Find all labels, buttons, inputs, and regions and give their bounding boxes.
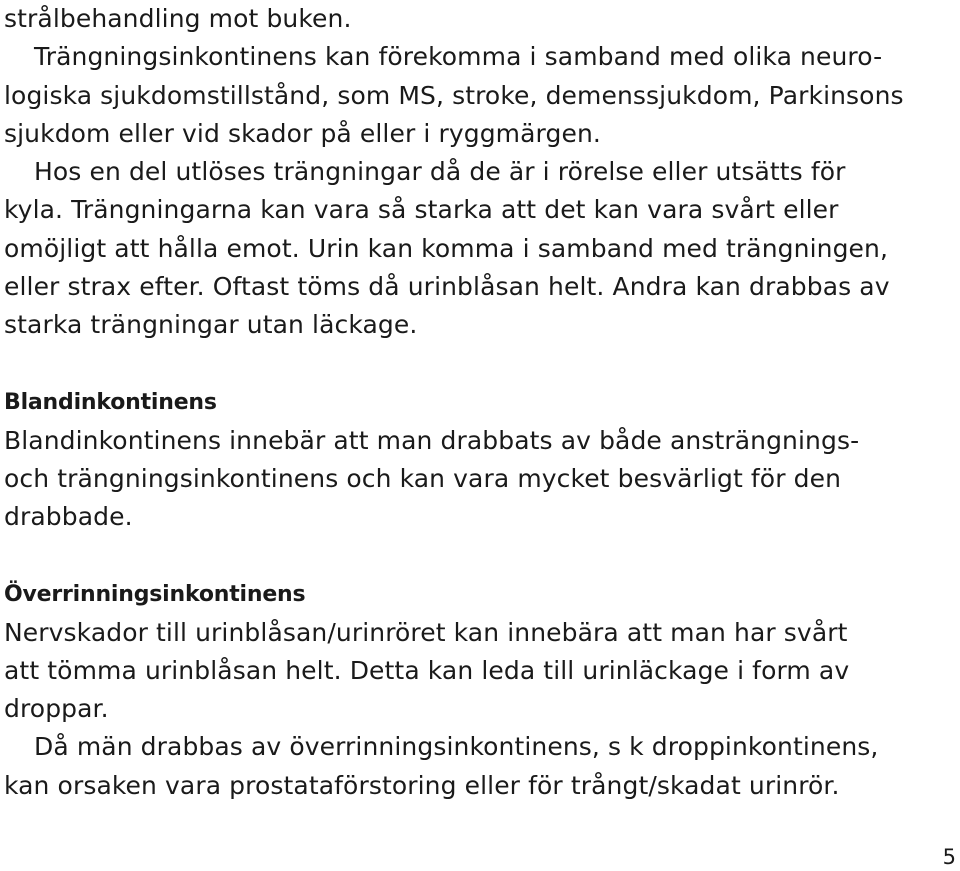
overflow-incontinence-section	[4, 576, 944, 805]
text-line: logiska sjukdomstillstånd, som MS, stroke, demenssjukdom, Parkinsons	[4, 80, 904, 110]
text-line: att tömma urinblåsan helt. Detta kan leda till urinläckage i form av	[4, 655, 850, 685]
mixed-incontinence-section	[4, 384, 944, 537]
text-line: Hos en del utlöses trängningar då de är i rörelse eller utsätts för	[34, 157, 846, 187]
section-gap	[4, 345, 944, 384]
page-number: 5	[942, 845, 956, 869]
text-line: omöjligt att hålla emot. Urin kan komma i samband med trängningen,	[4, 233, 889, 263]
text-line: eller strax efter. Oftast töms då urinblåsan helt. Andra kan drabbas av	[4, 272, 890, 302]
text-line: droppar.	[4, 694, 109, 724]
text-line: Trängningsinkontinens kan förekomma i samband med olika neuro-	[34, 42, 883, 72]
text-line: Blandinkontinens innebär att man drabbats av både ansträngnings-	[4, 425, 860, 455]
document-page	[4, 0, 944, 805]
section-heading: Blandinkontinens	[4, 389, 217, 415]
text-line: Då män drabbas av överrinningsinkontinens, s k droppinkontinens,	[34, 732, 879, 762]
text-line: strålbehandling mot buken.	[4, 4, 352, 33]
text-line: och trängningsinkontinens och kan vara mycket besvärligt för den	[4, 463, 842, 493]
text-line: sjukdom eller vid skador på eller i ryggmärgen.	[4, 118, 601, 148]
section-gap	[4, 537, 944, 576]
text-line: starka trängningar utan läckage.	[4, 310, 418, 340]
text-line: kan orsaken vara prostataförstoring eller för trångt/skadat urinrör.	[4, 770, 840, 800]
text-line: kyla. Trängningarna kan vara så starka att det kan vara svårt eller	[4, 195, 839, 225]
urge-incontinence-text	[4, 0, 944, 345]
section-heading: Överrinningsinkontinens	[4, 581, 306, 607]
text-line: Nervskador till urinblåsan/urinröret kan innebära att man har svårt	[4, 617, 848, 647]
text-line: drabbade.	[4, 502, 133, 532]
